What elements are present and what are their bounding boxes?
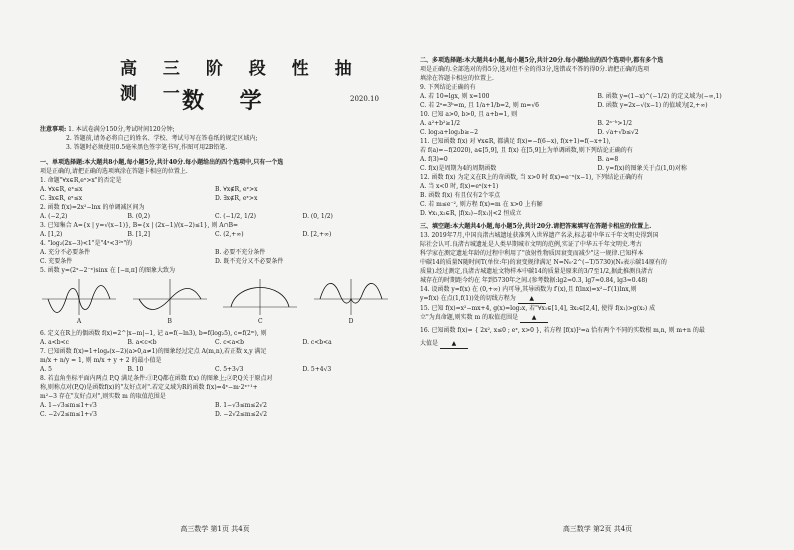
q9-option-c: C. 若 2ᵃ=3ᵇ=m, 且 1/a+1/b=2, 则 m=√6 (420, 102, 539, 109)
subject-title: 数 学 (182, 88, 276, 114)
q7-option-b: B. 10 (127, 366, 144, 373)
q2-option-c: C. (−1/2, 1/2) (215, 213, 257, 220)
q5-graph-d (312, 277, 390, 327)
q5-graph-b (131, 277, 209, 327)
question-11-cont: 若 f(a)=−f(2020), a∈[5,9], 且 f(x) 在[5,9]上为单调函数,则下列结论正确的有 (420, 147, 633, 154)
q12-option-b: B. 函数 f(x) 有且仅有2个零点 (420, 192, 501, 199)
q6-option-a: A. a<b<c (40, 339, 69, 346)
q8-option-d: D. −2√2≤m≤2√2 (215, 411, 268, 418)
question-8: 8. 若直角坐标平面内两点 P,Q 满足条件:①P,Q都在函数 f(x) 的图象上;②P,Q关于原点对 (40, 375, 273, 382)
q4-option-a: A. 充分不必要条件 (40, 249, 91, 256)
q10-option-c: C. log₂a+log₂b≥−2 (420, 129, 479, 136)
q8-option-b: B. 1−√3≤m≤2√2 (215, 402, 267, 409)
q12-option-d: D. ∀x₁,x₂∈R, |f(x₂)−f(x₁)|<2 恒成立 (420, 210, 522, 217)
q5-graph-options (40, 277, 390, 327)
q6-option-b: B. a<c<b (127, 339, 157, 346)
question-15: 15. 已知 f(x)=x²−mx+4, g(x)=log₂x, 若"∀x₁∈[1,4], ∃x₂∈[2,4], 使得 f(x₁)>g(x₂) 成 (420, 305, 656, 312)
notice-block (40, 125, 390, 419)
section-1-heading-cont: 项是正确的,请把正确的选项填涂在答题卡相应的位置上. (40, 168, 188, 175)
q11-option-d: D. y=f(x)的图象关于点(1,0)对称 (597, 165, 687, 172)
section-3-heading: 三、填空题:本大题共4小题,每小题5分,共计20分.请把答案填写在答题卡相应的位置上. (420, 223, 652, 230)
q7-option-c: C. 5+3√3 (215, 366, 244, 373)
question-2: 2. 函数 f(x)=2x²−lnx 的单调减区间为 (40, 204, 145, 211)
q5-graph-c (221, 277, 299, 327)
question-1: 1. 命题"∀x∈R,eˣ>x"的否定是 (40, 177, 122, 184)
question-15-cont: 立"为真命题,则实数 m 的取值范围是 (420, 314, 519, 321)
question-13-cont: 科学家在测定遗址年龄的过程中利用了"放射性物质因衰变而减少"这一规律.已知样本 (420, 250, 644, 257)
q8-option-c: C. −2√2≤m≤1+√3 (40, 411, 97, 418)
section-2-heading-cont: 项是正确的.全部选对的得5分,选对但不全的得3分,选错或不答的得0分.请把正确的选项 (420, 66, 650, 73)
q2-option-a: A. (−2,2) (40, 213, 68, 220)
page-1-footer: 高三数学 第1页 共4页 (180, 525, 250, 533)
q2-option-d: D. (0, 1/2) (302, 213, 333, 220)
question-16: 16. 已知函数 f(x)= { 2x², x≤0 ; eˣ, x>0 }, 若方程 [f(x)]²=a 恰有两个不同的实数根 m,n, 则 m+n 的最 (420, 327, 705, 334)
question-13-cont: 质量).经过测定,良渚古城遗址文物样本中碳14的质量是原来的3/7至1/2,据此推测良渚古 (420, 268, 654, 275)
graph-d-svg (312, 277, 390, 317)
q6-option-c: C. c<a<b (215, 339, 245, 346)
question-3: 3. 已知集合 A={x | y=√(x−1)}, B={x | (2x−1)/(x−2)≤1}, 则 A∩B= (40, 222, 239, 229)
q1-option-c: C. ∃x∈R, eˣ≤x (40, 195, 83, 202)
q3-option-d: D. [2,+∞) (302, 231, 332, 238)
question-5: 5. 函数 y=(2ˣ−2⁻ˣ)sinx 在 [−π,π] 的图象大致为 (40, 267, 176, 274)
q11-option-b: B. a=8 (597, 156, 619, 163)
question-13-cont: 城存在的时期距今约在 年到5730年之间.(参考数据:lg2≈0.3, lg7≈0.84, lg3≈0.48) (420, 277, 648, 284)
question-13: 13. 2019年7月,中国良渚古城遗址获准列入世界遗产名录,标志着中华五千年文明史得到国 (420, 232, 659, 239)
q3-option-c: C. (2,+∞) (215, 231, 244, 238)
graph-a-label: A (76, 318, 82, 325)
notice-item: 2. 答题前,请务必将自己的姓名、学校、考试号写在答卷纸的规定区域内; (66, 135, 258, 142)
question-7-cont: m/x + n/y = 1, 则 m/x + y + 2 的最小值是 (40, 357, 162, 364)
graph-c-label: C (258, 318, 263, 325)
section-1-heading: 一、单项选择题:本大题共8小题,每小题5分,共计40分.每小题给出的四个选项中,只有一个选 (40, 159, 284, 166)
q8-option-a: A. 1−√3≤m≤1+√3 (40, 402, 97, 409)
q1-option-d: D. ∃x∉R, eˣ>x (215, 195, 258, 202)
q1-option-a: A. ∀x∈R, eˣ≤x (40, 186, 83, 193)
question-12: 12. 函数 f(x) 为定义在R上的奇函数, 当 x>0 时 f(x)=e⁻ˣ(x−1), 下列结论正确的有 (420, 174, 644, 181)
q12-option-a: A. 当 x<0 时, f(x)=eˣ(x+1) (420, 183, 499, 190)
q9-option-b: B. 函数 y=(1−x)^(−1/2) 的定义域为(−∞,1) (597, 93, 722, 100)
question-7: 7. 已知函数 f(x)=1+logₐ(x−2)(a>0,a≠1)的图象经过定点 A(m,n),若正数 x,y 满足 (40, 348, 267, 355)
q3-option-b: B. [1,2] (127, 231, 150, 238)
question-16-cont: 大值是 (420, 340, 439, 347)
page-2-footer: 高三数学 第2页 共4页 (562, 525, 633, 533)
q9-option-a: A. 若 10=lgx, 则 x=100 (420, 93, 490, 100)
exam-date: 2020.10 (350, 95, 379, 103)
right-page (420, 10, 775, 540)
exam-title: 高 三 阶 段 性 抽 测 一 (120, 59, 362, 104)
q10-option-b: B. 2ᵃ⁻ᵇ>1/2 (597, 120, 633, 127)
question-9: 9. 下列结论正确的有 (420, 84, 476, 91)
q4-option-b: B. 必要不充分条件 (215, 249, 266, 256)
q10-option-a: A. a²+b²≥1/2 (420, 120, 461, 127)
right-content (420, 56, 775, 349)
q10-option-d: D. √a+√b≤√2 (597, 129, 639, 136)
answer-blank[interactable]: ▲ (520, 313, 548, 323)
graph-b-label: B (167, 318, 172, 325)
q12-option-c: C. 若 m≤e⁻², 则方程 f(x)=m 在 x>0 上有解 (420, 201, 543, 208)
graph-c-svg (221, 277, 299, 317)
question-13-cont: 际社会认可.良渚古城遗址是人类早期城市文明的范例,实证了中华五千年文明史.考古 (420, 241, 642, 248)
section-2-heading: 二、多项选择题:本大题共4小题,每小题5分,共计20分.每小题给出的四个选项中,都有多个选 (420, 57, 664, 64)
q9-option-d: D. 函数 y=2x−√(x−1) 的值域为[2,+∞) (597, 102, 708, 109)
notice-item: 3. 答题时必须使用0.5毫米黑色签字笔书写,作图可用2B铅笔. (66, 144, 228, 151)
q2-option-b: B. (0,2) (127, 213, 150, 220)
section-2-heading-cont: 填涂在答题卡相应的位置上. (420, 75, 494, 82)
q7-option-a: A. 5 (40, 366, 52, 373)
question-11: 11. 已知函数 f(x) 对 ∀x∈R, 都满足 f(x)=−f(6−x), f(x+1)=f(−x+1), (420, 138, 611, 145)
notice-item: 1. 本试卷满分150分,考试时间120分钟; (68, 126, 175, 133)
graph-d-label: D (348, 318, 354, 325)
q1-option-b: B. ∀x∉R, eˣ>x (215, 186, 258, 193)
q4-option-c: C. 充要条件 (40, 258, 73, 265)
question-4: 4. "log₂(2x−3)<1"是"4ˣ<3²ˣ"的 (40, 240, 133, 247)
q11-option-a: A. f(3)=0 (420, 156, 448, 163)
question-8-cont: 称,则称点对(P,Q)是函数f(x)的"友好点对".若定义域为R的函数 f(x)=4ˣ−m·2ˣ⁺¹+ (40, 384, 258, 391)
left-page (40, 10, 390, 540)
q11-option-c: C. f(x)是周期为4的周期函数 (420, 165, 497, 172)
question-14-cont: y=f(x) 在点(1,f(1))处的切线方程为 (420, 295, 516, 302)
answer-blank[interactable]: ▲ (440, 339, 468, 349)
question-8-cont: m²−3 存在"友好点对",则实数 m 的取值范围是 (40, 393, 166, 400)
q6-option-d: D. c<b<a (302, 339, 332, 346)
q5-graph-a (40, 277, 118, 327)
question-13-cont: 中碳14的质量N随时间T(单位:年)的衰变规律满足 N=N₀·2^(−T/5730)(N₀表示碳14原有的 (420, 259, 667, 266)
question-10: 10. 已知 a>0, b>0, 且 a+b=1, 则 (420, 111, 518, 118)
answer-blank[interactable]: ▲ (518, 294, 546, 304)
q3-option-a: A. [1,2) (40, 231, 63, 238)
notice-label: 注意事项: (40, 126, 67, 133)
graph-a-svg (40, 277, 118, 317)
q4-option-d: D. 既不充分又不必要条件 (215, 258, 284, 265)
graph-b-svg (131, 277, 209, 317)
question-6: 6. 定义在R上的偶函数 f(x)=2^|x−m|−1, 记 a=f(−ln3), b=f(log₂5), c=f(2ᵐ), 则 (40, 330, 267, 337)
q7-option-d: D. 5+4√3 (302, 366, 332, 373)
question-14: 14. 设函数 y=f(x) 在 (0,+∞) 内可导,其导函数为 f′(x),且 f(lnx)=x²−f′(1)lnx,则 (420, 286, 637, 293)
